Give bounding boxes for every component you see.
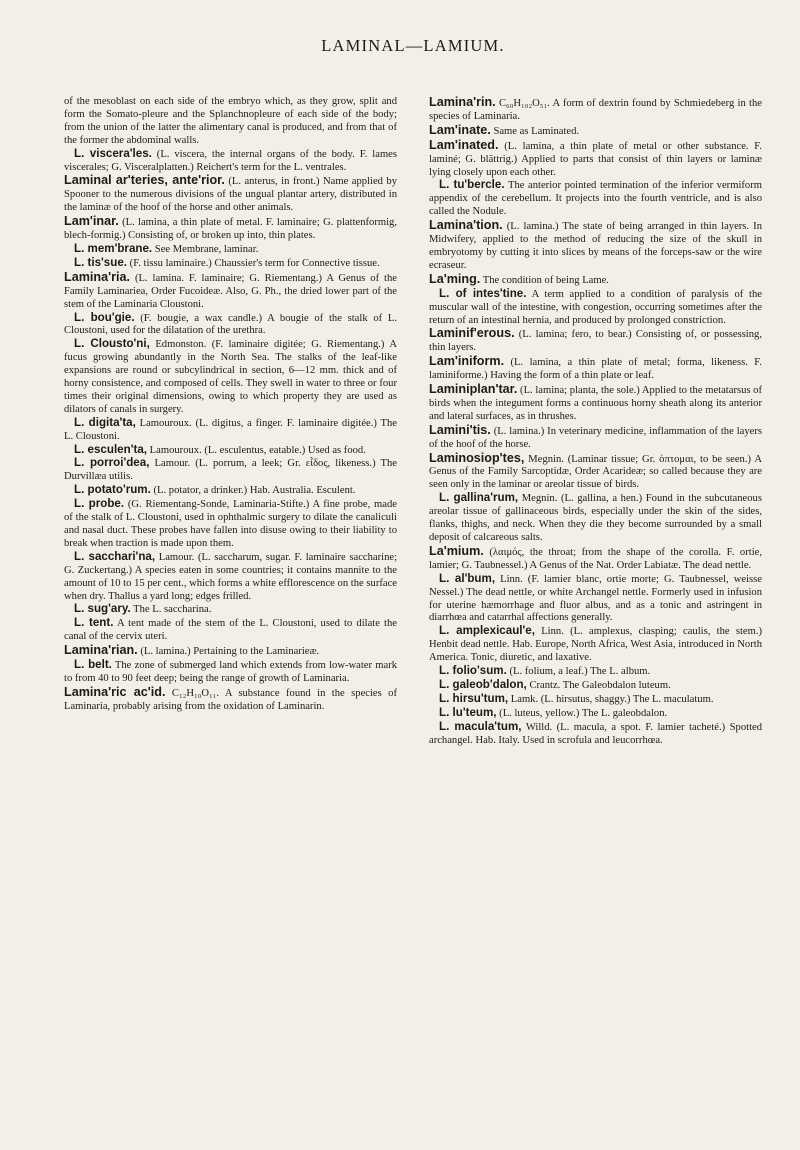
entry-definition: (L. lamina.) The state of being arranged in thin layers. In Midwifery, applied to the method of reducing the size of the skull in embryotomy by cutting it into slices by means of the forceps-saw or the wire ecraseur.	[429, 221, 762, 271]
continued-text	[64, 96, 397, 148]
entry-headword: Lam'inar.	[64, 214, 119, 229]
entry-definition: The condition of being Lame.	[482, 274, 609, 286]
entry-definition: Willd. (L. macula, a spot. F. lamier tacheté.) Spotted archangel. Hab. Italy. Used in scrofula and leucorrhœa.	[429, 721, 763, 746]
entry-headword: Lamina'tion.	[429, 218, 503, 233]
entry-headword: L. macula'tum,	[439, 719, 522, 733]
dictionary-entry	[64, 271, 397, 312]
entry-headword: Lamini'tis.	[429, 422, 491, 437]
dictionary-entry	[429, 96, 762, 124]
dictionary-entry	[64, 484, 397, 498]
entry-headword: Lamina'rian.	[64, 643, 138, 658]
entry-headword: Laminiplan'tar.	[429, 382, 518, 397]
entry-headword: L. hirsu'tum,	[439, 691, 509, 705]
entry-definition: Lamouroux. (L. esculentus, eatable.) Used as food.	[149, 444, 366, 456]
dictionary-entry	[429, 693, 762, 707]
entry-definition: The L. saccharina.	[133, 604, 212, 616]
entry-definition: (F. tissu laminaire.) Chaussier's term for Connective tissue.	[129, 257, 380, 269]
dictionary-entry	[64, 617, 397, 644]
left-column	[64, 96, 397, 748]
entry-definition: (L. lamina; fero, to bear.) Consisting of, or possessing, thin layers.	[429, 329, 762, 354]
dictionary-entry	[429, 327, 762, 355]
entry-definition: Linn. (F. lamier blanc, ortie morte; G. Taubnessel, weisse Nessel.) The dead nettle, or white Archangel nettle. Formerly used in infusion for uterine hæmorrhage and fluor albus, and as a tonic and astringent in diarrhœa and catarrhal affections generally.	[429, 573, 762, 624]
entry-definition: Lamour. (L. saccharum, sugar. F. laminaire saccharine; G. Zuckertang.) A species eaten in some countries; it contains mannite to the amount of 10 to 15 per cent., which forms a white efflorescence on the surface when dry. Thallus a yard long; edges frilled.	[64, 551, 398, 602]
dictionary-entry	[64, 551, 397, 604]
entry-definition: (L. lamina, a thin plate of metal; forma, likeness. F. laminiforme.) Having the form of a thin plate or leaf.	[429, 357, 762, 382]
entry-headword: L. tu'bercle.	[439, 178, 505, 192]
dictionary-entry	[64, 174, 397, 215]
entry-headword: Laminal ar'teries, ante'rior.	[64, 173, 225, 188]
dictionary-entry	[64, 644, 397, 659]
dictionary-entry	[429, 383, 762, 424]
entry-headword: Laminif'erous.	[429, 326, 515, 341]
dictionary-entry	[64, 215, 397, 243]
entry-headword: L. probe.	[74, 497, 125, 511]
entry-definition: (L. lamina.) In veterinary medicine, inflammation of the layers of the hoof of the horse.	[429, 425, 763, 450]
entry-definition: Lamk. (L. hirsutus, shaggy.) The L. maculatum.	[510, 693, 714, 705]
dictionary-entry	[64, 457, 397, 484]
entry-headword: L. mem'brane.	[74, 241, 153, 255]
entry-headword: L. bou'gie.	[74, 310, 135, 324]
entry-headword: L. potato'rum.	[74, 483, 151, 497]
entry-definition: of the mesoblast on each side of the embryo which, as they grow, split and form the Somato-pleure and the Splanchnopleure of each side of the body; from the union of the latter the alimentary canal is produced, and from that of the former the abdominal walls.	[64, 96, 397, 146]
dictionary-entry	[429, 424, 762, 452]
entry-definition: Edmonston. (F. laminaire digitée; G. Riementang.) A fucus growing abundantly in the North Sea. The stalks of the leaf-like expansions are round or subcylindrical in section, 6—12 mm. thick and of horny consistence, and composed of cells. They swell in water to three or four times their original dimensions, owing to which property they are used as dilators of canals in surgery.	[64, 339, 397, 415]
dictionary-entry	[64, 659, 397, 686]
entry-headword: L. esculen'ta,	[74, 442, 147, 456]
entry-definition: (L. lamina, a thin plate of metal or other substance. F. laminé; G. blättrig.) Applied to parts that consist of thin layers or laminæ lying closely upon each other.	[429, 140, 762, 178]
dictionary-entry	[429, 288, 762, 328]
entry-definition: Crantz. The Galeobdalon luteum.	[529, 679, 671, 691]
entry-definition: C₁₂H₁₀O₁₁. A substance found in the species of Laminaria, probably arising from the oxidation of Laminarin.	[64, 687, 397, 712]
entry-definition: (L. lamina, a thin plate of metal. F. laminaire; G. plattenformig, blech-formig.) Consisting of, or broken up into, thin plates.	[64, 217, 397, 242]
entry-definition: Megnin. (L. gallina, a hen.) Found in the subcutaneous areolar tissue of gallinaceous birds, especially under the skin of the sides, flanks, thighs, and neck. When they die they become surrounded by a small deposit of calcareous salts.	[429, 493, 762, 543]
entry-definition: (L. luteus, yellow.) The L. galeobdalon.	[499, 707, 668, 719]
entry-headword: La'mium.	[429, 543, 484, 558]
entry-definition: Linn. (L. amplexus, clasping; caulis, the stem.) Henbit dead nettle. Hab. Europe, North Africa, West Asia, introduced in North America. Tonic, diuretic, and laxative.	[429, 626, 763, 664]
entry-headword: L. amplexicaul'e,	[439, 624, 535, 638]
entry-headword: La'ming.	[429, 271, 481, 286]
entry-headword: L. Clousto'ni,	[74, 337, 150, 351]
dictionary-entry	[429, 452, 762, 493]
dictionary-entry	[429, 679, 762, 693]
entry-headword: L. tis'sue.	[74, 255, 128, 269]
entry-headword: Lam'inated.	[429, 137, 499, 152]
entry-definition: See Membrane, laminar.	[154, 243, 259, 255]
entry-definition: (λαιμός, the throat; from the shape of the corolla. F. ortie, lamier; G. Taubnessel.) A Genus of the Nat. Order Labiatæ. The dead nettle.	[429, 546, 762, 571]
entry-headword: L. viscera'les.	[74, 146, 152, 160]
dictionary-entry	[429, 179, 762, 219]
entry-headword: L. sacchari'na,	[74, 549, 156, 563]
dictionary-entry	[429, 573, 762, 626]
entry-definition: A tent made of the stem of the L. Cloustoni, used to dilate the canal of the cervix uteri.	[64, 618, 397, 643]
dictionary-entry	[429, 219, 762, 273]
entry-definition: (G. Riementang-Sonde, Laminaria-Stifte.) A fine probe, made of the stalk of L. Cloustoni, used in ophthalmic surgery to dilate the canaliculi and nasal duct. These probes have fallen into disuse owing to their liability to break when traction is made upon them.	[64, 499, 397, 549]
running-head: LAMINAL—LAMIUM.	[321, 36, 505, 55]
dictionary-entry	[64, 686, 397, 714]
dictionary-entry	[429, 545, 762, 573]
dictionary-entry	[64, 444, 397, 458]
entry-definition: (L. viscera, the internal organs of the body. F. lames viscerales; G. Visceralplatten.) Reichert's term for the L. ventrales.	[64, 148, 398, 173]
entry-definition: The anterior pointed termination of the inferior vermiform appendix of the cerebellum. It projects into the fourth ventricle, and is also called the Nodule.	[429, 180, 762, 218]
entry-headword: L. sug'ary.	[74, 602, 131, 616]
dictionary-entry	[64, 257, 397, 271]
dictionary-entry	[64, 148, 397, 175]
entry-headword: Lam'inate.	[429, 122, 491, 137]
entry-headword: Lamina'ria.	[64, 269, 130, 284]
right-column	[429, 96, 762, 748]
dictionary-entry	[429, 355, 762, 383]
entry-headword: L. galeob'dalon,	[439, 677, 527, 691]
dictionary-entry	[429, 665, 762, 679]
dictionary-entry	[429, 721, 762, 748]
entry-headword: L. porroi'dea,	[74, 456, 150, 470]
dictionary-entry	[429, 124, 762, 139]
entry-definition: (L. potator, a drinker.) Hab. Australia. Esculent.	[153, 485, 356, 497]
dictionary-entry	[429, 707, 762, 721]
entry-definition: Same as Laminated.	[493, 125, 580, 137]
entry-headword: L. of intes'tine.	[439, 286, 527, 300]
entry-definition: C₆₀H₁₀₂O₅₁. A form of dextrin found by Schmiedeberg in the species of Laminaria.	[429, 98, 762, 122]
entry-definition: The zone of submerged land which extends from low-water mark to from 40 to 90 feet deep; being the range of growth of Laminaria.	[64, 660, 397, 684]
entry-headword: L. belt.	[74, 658, 112, 672]
dictionary-entry	[64, 498, 397, 551]
entry-definition: (L. lamina.) Pertaining to the Laminarieæ.	[140, 646, 320, 658]
entry-headword: Lam'iniform.	[429, 354, 505, 369]
dictionary-entry	[429, 273, 762, 288]
entry-definition: Lamour. (L. porrum, a leek; Gr. εἶδος, likeness.) The Durvillæa utilis.	[64, 458, 397, 483]
dictionary-entry	[64, 312, 397, 339]
entry-definition: A term applied to a condition of paralysis of the muscular wall of the intestine, with congestion, occurring sometimes after the return of an intestinal hernia, and produced by prolonged constriction.	[429, 288, 762, 326]
columns	[64, 96, 762, 748]
entry-headword: L. folio'sum.	[439, 664, 507, 678]
dictionary-entry	[429, 625, 762, 665]
dictionary-entry	[64, 338, 397, 416]
dictionary-entry	[64, 603, 397, 617]
dictionary-entry	[429, 139, 762, 180]
dictionary-entry	[64, 243, 397, 257]
entry-headword: Lamina'rin.	[429, 95, 496, 109]
entry-definition: (L. lamina; planta, the sole.) Applied to the metatarsus of birds when the integument forms a continuous horny sheath along its anterior and lateral surfaces, as in thrushes.	[429, 385, 762, 422]
entry-definition: (L. lamina. F. laminaire; G. Riementang.) A Genus of the Family Laminariea, Order Fucoideæ. Also, G. Ph., the dried lower part of the stem of the Laminaria Cloustoni.	[64, 272, 398, 310]
entry-definition: Megnin. (Laminar tissue; Gr. ὀπτομαι, to be seen.) A Genus of the Family Sarcoptidæ, Order Acarideæ; so called because they are seen only in the laminar or areolar tissue of birds.	[429, 453, 762, 491]
entry-headword: L. gallina'rum,	[439, 491, 519, 505]
entry-definition: (L. folium, a leaf.) The L. album.	[509, 666, 651, 678]
entry-headword: L. lu'teum,	[439, 705, 497, 719]
entry-headword: L. tent.	[74, 616, 114, 630]
dictionary-entry	[64, 417, 397, 444]
entry-definition: (F. bougie, a wax candle.) A bougie of the stalk of L. Cloustoni, used for the dilatation of the urethra.	[64, 312, 397, 337]
entry-headword: Laminosiop'tes,	[429, 450, 525, 465]
entry-headword: Lamina'ric ac'id.	[64, 684, 166, 699]
entry-definition: Lamouroux. (L. digitus, a finger. F. laminaire digitée.) The L. Cloustoni.	[64, 417, 397, 442]
entry-headword: L. al'bum,	[439, 571, 496, 585]
dictionary-entry	[429, 492, 762, 545]
entry-definition: (L. anterus, in front.) Name applied by Spooner to the numerous divisions of the ungual plantar artery, distributed in the laminæ of the hoof of the horse and other animals.	[64, 176, 398, 214]
entry-headword: L. digita'ta,	[74, 415, 136, 429]
